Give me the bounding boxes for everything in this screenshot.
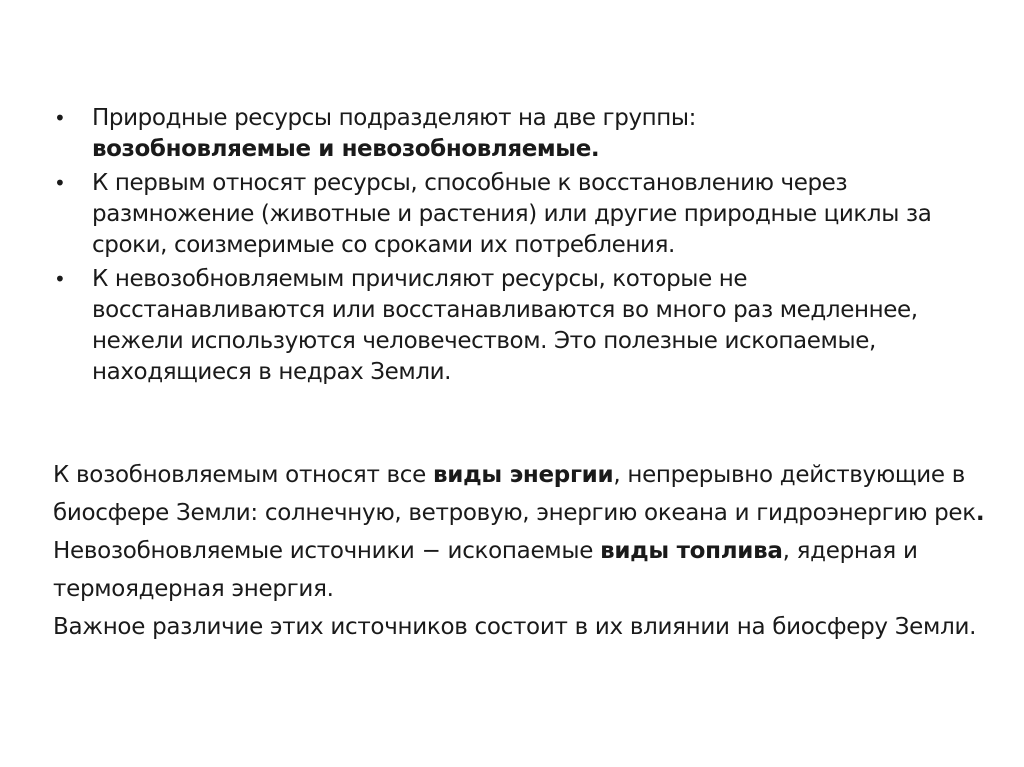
paragraph-bold: .	[975, 500, 985, 526]
paragraph-text: К возобновляемым относят все	[53, 462, 434, 488]
paragraph-difference: Важное различие этих источников состоит в их влиянии на биосферу Земли.	[53, 614, 977, 640]
bullet-marker: •	[54, 106, 66, 130]
bullet-text-bold: возобновляемые и невозобновляемые.	[92, 136, 600, 162]
bullet-marker: •	[54, 171, 66, 195]
bullet-text: К невозобновляемым причисляют ресурсы, которые не восстанавливаются или восстанавливаются во много раз медленнее, нежели используются человечеством. Это полезные ископаемые, находящиеся в недрах Земли.	[92, 266, 918, 385]
bullet-item	[52, 103, 982, 165]
paragraph-renewable	[53, 456, 993, 532]
paragraph-bold: виды энергии	[433, 462, 614, 488]
bullet-item	[52, 264, 982, 388]
paragraph-bold: виды топлива	[600, 538, 783, 564]
bullet-text: Природные ресурсы подразделяют на две группы:	[92, 105, 697, 131]
paragraph-text: Невозобновляемые источники − ископаемые	[53, 538, 601, 564]
paragraph-text: , ядерная и термоядерная энергия.	[53, 538, 918, 602]
bullet-marker: •	[54, 267, 66, 291]
paragraph-nonrenewable	[53, 532, 993, 608]
paragraph-text: , непрерывно действующие в биосфере Земли: солнечную, ветровую, энергию океана и гидроэнергию рек	[53, 462, 976, 526]
bullet-text: К первым относят ресурсы, способные к восстановлению через размножение (животные и растения) или другие природные циклы за сроки, соизмеримые со сроками их потребления.	[92, 170, 932, 258]
bullet-list	[52, 103, 982, 391]
paragraph-block	[53, 456, 993, 646]
bullet-item	[52, 168, 982, 261]
